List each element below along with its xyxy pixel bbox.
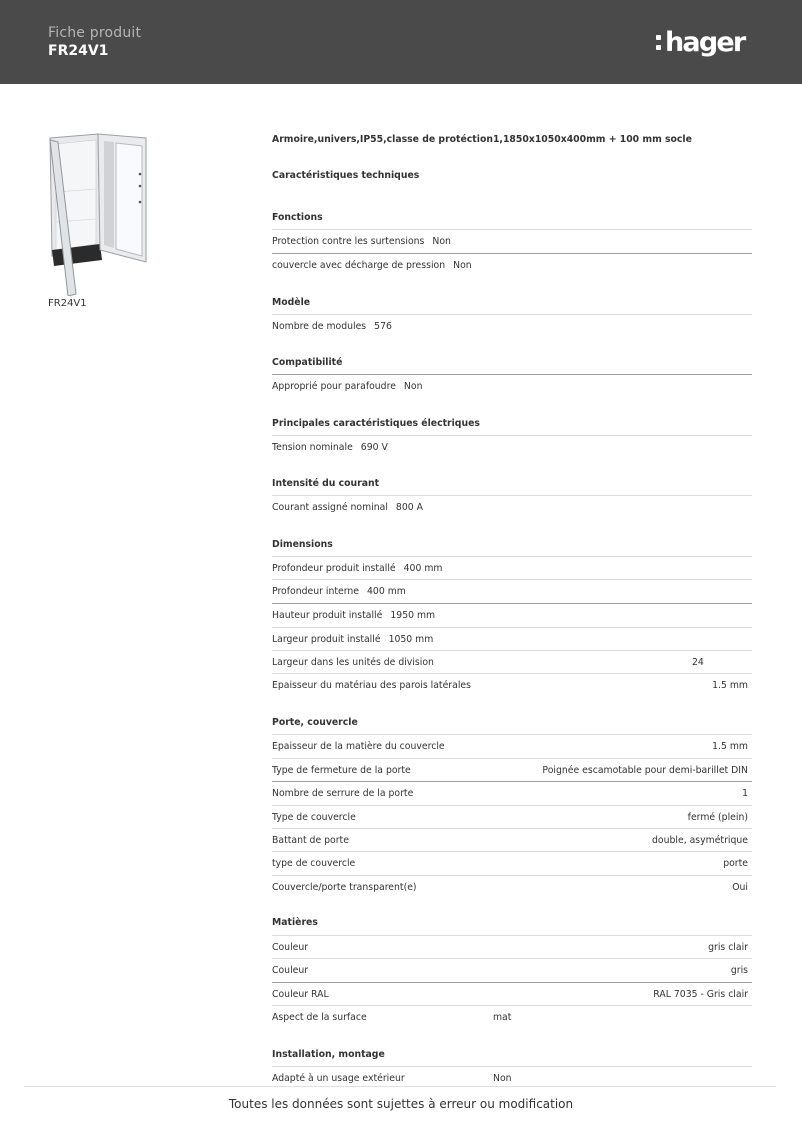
section-title-fonctions: Fonctions	[272, 212, 323, 223]
spec-label: Couleur	[272, 965, 309, 976]
spec-value: fermé (plein)	[687, 812, 748, 823]
spec-row	[272, 374, 752, 397]
spec-row	[272, 851, 752, 874]
spec-row	[272, 673, 752, 696]
spec-value: 690 V	[360, 442, 388, 453]
spec-row	[272, 805, 752, 828]
spec-label: Protection contre les surtensions	[272, 236, 425, 247]
spec-value: 1050 mm	[388, 634, 434, 645]
spec-row	[272, 734, 752, 757]
logo-dots-icon	[656, 35, 661, 50]
section-title-electriques: Principales caractéristiques électriques	[272, 418, 480, 429]
spec-label: Couvercle/porte transparent(e)	[272, 882, 417, 893]
cabinet-icon	[46, 132, 150, 296]
product-title: Armoire,univers,IP55,classe de protéction1,1850x1050x400mm + 100 mm socle	[272, 134, 692, 145]
header-subtitle: Fiche produit	[48, 25, 142, 41]
spec-label: Aspect de la surface	[272, 1012, 367, 1023]
spec-value: porte	[723, 858, 748, 869]
spec-row	[272, 758, 752, 781]
spec-value: gris clair	[708, 942, 748, 953]
spec-row	[272, 935, 752, 958]
spec-label: Approprié pour parafoudre	[272, 381, 396, 392]
section-title-modele: Modèle	[272, 297, 311, 308]
spec-label: Tension nominale	[272, 442, 353, 453]
footer-divider	[24, 1086, 776, 1087]
spec-value: RAL 7035 - Gris clair	[653, 989, 748, 1000]
spec-label: Profondeur produit installé	[272, 563, 396, 574]
spec-label: Largeur dans les unités de division	[272, 657, 434, 668]
spec-row	[272, 1005, 752, 1028]
spec-label: Type de fermeture de la porte	[272, 765, 411, 776]
spec-value: 400 mm	[367, 586, 406, 597]
spec-row	[272, 958, 752, 981]
spec-value: Non	[493, 1073, 512, 1084]
spec-row	[272, 556, 752, 579]
technical-characteristics-heading: Caractéristiques techniques	[272, 170, 420, 181]
section-title-installation: Installation, montage	[272, 1049, 385, 1060]
section-title-courant: Intensité du courant	[272, 478, 380, 489]
spec-value: gris	[730, 965, 748, 976]
product-image-caption: FR24V1	[48, 298, 87, 309]
spec-value: Non	[403, 381, 423, 392]
section-title-compatibilite: Compatibilité	[272, 357, 343, 368]
spec-value: 1950 mm	[390, 610, 436, 621]
spec-value: 400 mm	[403, 563, 443, 574]
spec-label: Epaisseur du matériau des parois latérales	[272, 680, 471, 691]
spec-label: Type de couvercle	[272, 812, 356, 823]
spec-label: Adapté à un usage extérieur	[272, 1073, 405, 1084]
spec-label: Nombre de modules	[272, 321, 367, 332]
spec-value: double, asymétrique	[652, 835, 748, 846]
footer-disclaimer: Toutes les données sont sujettes à erreur ou modification	[228, 1097, 574, 1111]
spec-value: 1.5 mm	[712, 741, 748, 752]
spec-label: Couleur RAL	[272, 989, 329, 1000]
header-product-code: FR24V1	[48, 43, 109, 59]
spec-value: Non	[432, 236, 451, 247]
spec-label: Epaisseur de la matière du couvercle	[272, 741, 445, 752]
spec-value: 24	[692, 657, 704, 668]
spec-label: Profondeur interne	[272, 586, 360, 597]
spec-value: 576	[374, 321, 392, 332]
spec-value: 800 A	[395, 502, 423, 513]
spec-row	[272, 603, 752, 626]
spec-row	[272, 435, 752, 458]
section-title-matieres: Matières	[272, 917, 318, 928]
page-header	[0, 0, 802, 84]
spec-row	[272, 828, 752, 851]
spec-value: Oui	[732, 882, 748, 893]
logo-wordmark: hager	[665, 26, 745, 58]
spec-value: Non	[453, 260, 472, 271]
spec-row	[272, 314, 752, 337]
spec-label: Courant assigné nominal	[272, 502, 388, 513]
spec-value: 1.5 mm	[712, 680, 748, 691]
spec-label: type de couvercle	[272, 858, 356, 869]
spec-row	[272, 875, 752, 898]
spec-row	[272, 253, 752, 276]
spec-label: Couleur	[272, 942, 309, 953]
spec-row	[272, 781, 752, 804]
spec-row	[272, 627, 752, 650]
spec-row	[272, 229, 752, 252]
spec-label: Battant de porte	[272, 835, 349, 846]
spec-label: Hauteur produit installé	[272, 610, 383, 621]
spec-value: 1	[742, 788, 748, 799]
spec-label: couvercle avec décharge de pression	[272, 260, 446, 271]
spec-value: Poignée escamotable pour demi-barillet DIN	[542, 765, 748, 776]
spec-row	[272, 495, 752, 518]
section-title-porte: Porte, couvercle	[272, 717, 358, 728]
section-title-dimensions: Dimensions	[272, 539, 333, 550]
hager-logo	[656, 24, 744, 60]
spec-row	[272, 982, 752, 1005]
spec-value: mat	[493, 1012, 512, 1023]
spec-label: Largeur produit installé	[272, 634, 381, 645]
spec-row	[272, 579, 752, 602]
spec-label: Nombre de serrure de la porte	[272, 788, 414, 799]
spec-row	[272, 650, 752, 673]
